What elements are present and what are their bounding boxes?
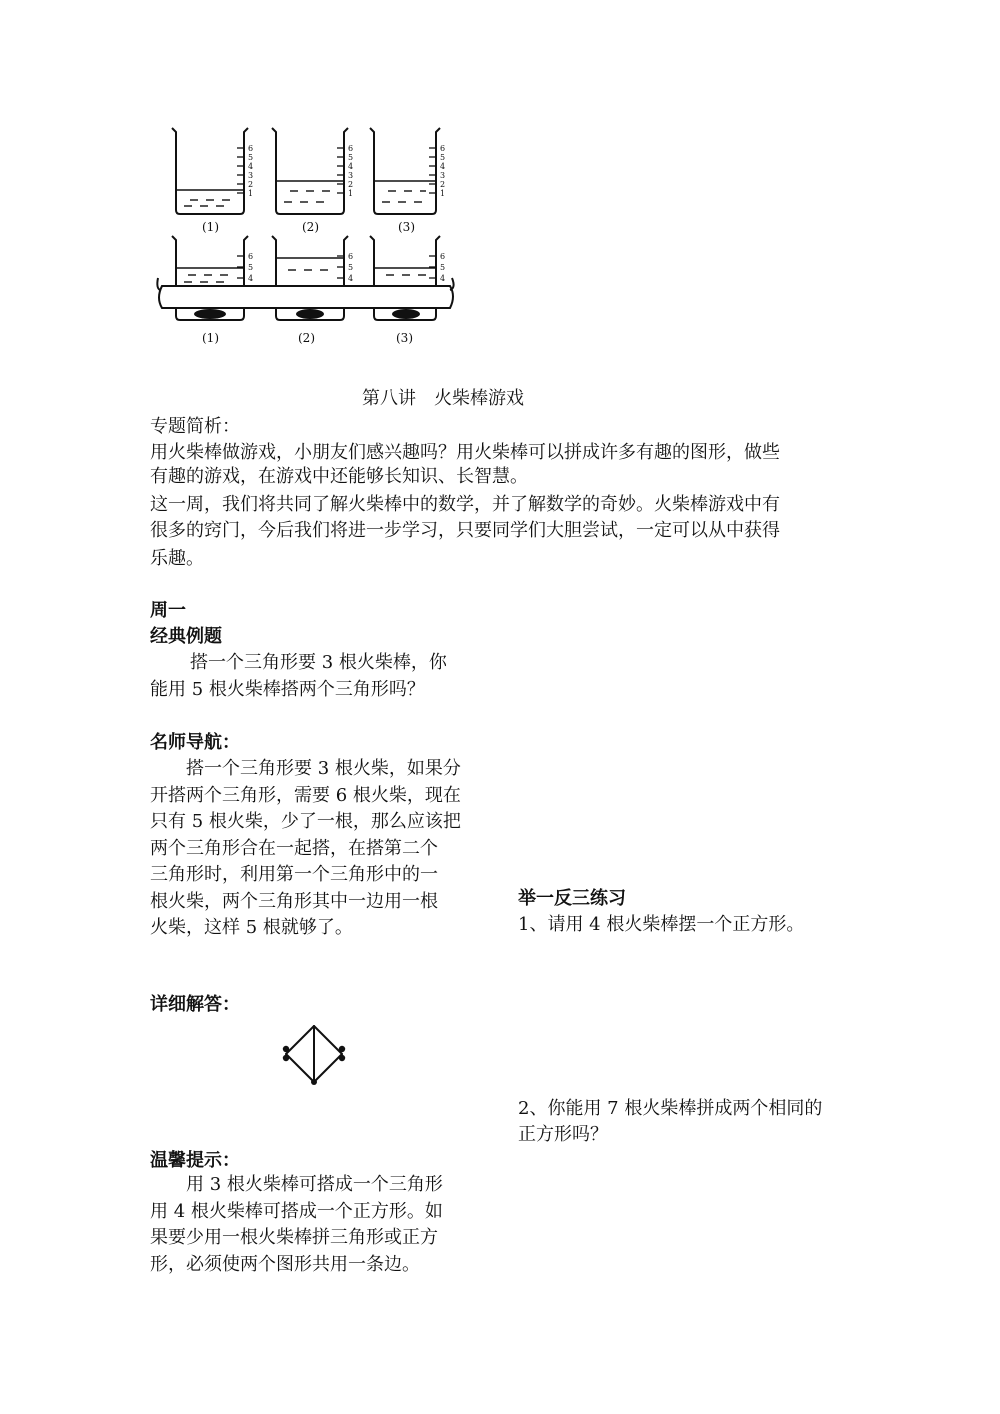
beaker-top-2 (272, 128, 348, 214)
svg-text:2: 2 (348, 180, 354, 189)
example-line: 能用 5 根火柴棒搭两个三角形吗？ (150, 679, 425, 700)
svg-text:5: 5 (440, 153, 446, 162)
practice-question-1: 1、请用 4 根火柴棒摆一个正方形。 (518, 914, 805, 935)
svg-text:5: 5 (248, 263, 254, 272)
svg-text:4: 4 (440, 274, 446, 283)
tip-heading: 温馨提示： (150, 1150, 240, 1171)
guide-line: 开搭两个三角形，需要 6 根火柴，现在 (150, 785, 461, 806)
intro-line: 乐趣。 (150, 548, 204, 569)
beaker-top-1 (172, 128, 248, 214)
svg-text:(2): (2) (298, 331, 315, 345)
guide-line: 两个三角形合在一起搭，在搭第二个 (150, 838, 438, 859)
intro-line: 用火柴棒做游戏，小朋友们感兴趣吗？用火柴棒可以拼成许多有趣的图形，做些 (150, 442, 780, 463)
svg-text:1: 1 (440, 189, 446, 198)
guide-heading: 名师导航： (150, 732, 240, 753)
practice-question-2: 2、你能用 7 根火柴棒拼成两个相同的 (518, 1098, 823, 1119)
svg-text:4: 4 (440, 162, 446, 171)
svg-text:(1): (1) (202, 220, 219, 234)
svg-text:3: 3 (348, 171, 354, 180)
svg-text:2: 2 (248, 180, 254, 189)
beaker-figure (150, 118, 460, 353)
intro-line: 有趣的游戏，在游戏中还能够长知识、长智慧。 (150, 466, 528, 487)
guide-line: 搭一个三角形要 3 根火柴，如果分 (186, 758, 461, 779)
svg-text:3: 3 (440, 171, 446, 180)
svg-text:(2): (2) (302, 220, 319, 234)
guide-line: 火柴，这样 5 根就够了。 (150, 917, 353, 938)
page-title: 第八讲 火柴棒游戏 (362, 388, 524, 409)
guide-line: 只有 5 根火柴，少了一根，那么应该把 (150, 811, 461, 832)
tip-line: 形，必须使两个图形共用一条边。 (150, 1254, 420, 1275)
svg-text:5: 5 (348, 153, 354, 162)
answer-heading: 详细解答： (150, 994, 240, 1015)
guide-line: 根火柴，两个三角形其中一边用一根 (150, 891, 438, 912)
svg-text:4: 4 (348, 162, 354, 171)
svg-text:6: 6 (248, 252, 254, 261)
week-heading: 周一 (150, 600, 186, 621)
guide-line: 三角形时，利用第一个三角形中的一 (150, 864, 438, 885)
tip-line: 果要少用一根火柴棒拼三角形或正方 (150, 1227, 438, 1248)
scale-numbers-top (248, 144, 445, 198)
svg-text:3: 3 (248, 171, 254, 180)
objects-under-bar (194, 309, 420, 319)
svg-text:(3): (3) (396, 331, 413, 345)
svg-text:5: 5 (248, 153, 254, 162)
practice-heading: 举一反三练习 (518, 888, 626, 909)
tip-line: 用 3 根火柴棒可搭成一个三角形 (186, 1174, 443, 1195)
intro-heading: 专题简析： (150, 416, 240, 437)
svg-text:4: 4 (248, 274, 254, 283)
svg-text:(3): (3) (398, 220, 415, 234)
example-line: 搭一个三角形要 3 根火柴棒，你 (190, 652, 447, 673)
beaker-top-3 (370, 128, 440, 214)
matchstick-triangles-diagram (278, 1022, 350, 1088)
svg-text:6: 6 (440, 252, 446, 261)
intro-line: 很多的窍门，今后我们将进一步学习，只要同学们大胆尝试，一定可以从中获得 (150, 520, 780, 541)
example-heading: 经典例题 (150, 626, 222, 647)
practice-question-2-cont: 正方形吗？ (518, 1124, 608, 1145)
intro-line: 这一周，我们将共同了解火柴棒中的数学，并了解数学的奇妙。火柴棒游戏中有 (150, 494, 780, 515)
svg-text:6: 6 (348, 144, 354, 153)
svg-text:5: 5 (440, 263, 446, 272)
tip-line: 用 4 根火柴棒可搭成一个正方形。如 (150, 1201, 443, 1222)
beaker-labels-top (202, 220, 415, 234)
svg-text:6: 6 (348, 252, 354, 261)
svg-text:2: 2 (440, 180, 446, 189)
svg-text:6: 6 (440, 144, 446, 153)
svg-text:4: 4 (248, 162, 254, 171)
svg-text:4: 4 (348, 274, 354, 283)
svg-text:5: 5 (348, 263, 354, 272)
svg-text:1: 1 (348, 189, 354, 198)
beaker-labels-bottom (202, 331, 413, 345)
svg-text:1: 1 (248, 189, 254, 198)
svg-text:6: 6 (248, 144, 254, 153)
svg-text:(1): (1) (202, 331, 219, 345)
